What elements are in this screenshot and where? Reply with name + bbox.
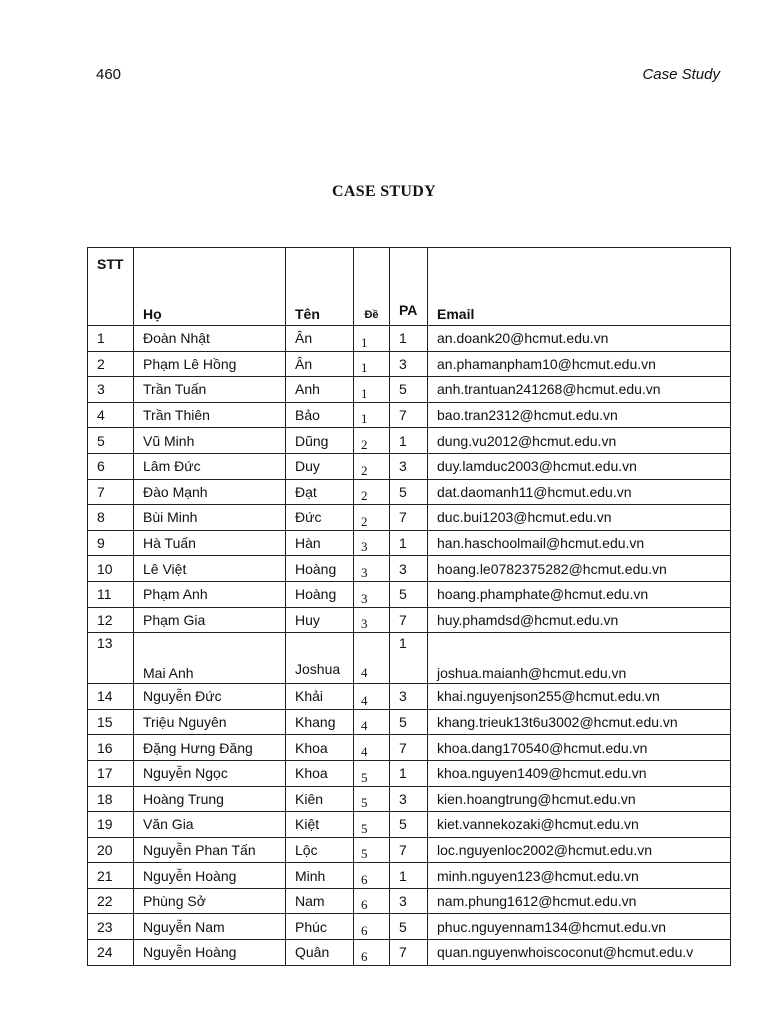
cell-ten: Phúc <box>286 914 354 940</box>
cell-ten: Ân <box>286 351 354 377</box>
page-number: 460 <box>96 66 122 83</box>
cell-ho: Đào Mạnh <box>134 479 286 505</box>
cell-ho: Hoàng Trung <box>134 786 286 812</box>
column-header-ten: Tên <box>286 248 354 326</box>
cell-pa: 5 <box>390 479 428 505</box>
cell-ho: Mai Anh <box>134 633 286 684</box>
cell-de: 1 <box>354 351 390 377</box>
column-header-de: Đề <box>354 248 390 326</box>
cell-email: dat.daomanh11@hcmut.edu.vn <box>428 479 731 505</box>
cell-email: bao.tran2312@hcmut.edu.vn <box>428 402 731 428</box>
table-row <box>88 786 731 812</box>
cell-ho: Phùng Sở <box>134 888 286 914</box>
table-row <box>88 837 731 863</box>
cell-de: 4 <box>354 735 390 761</box>
cell-stt: 5 <box>88 428 134 454</box>
cell-de: 6 <box>354 863 390 889</box>
cell-pa: 5 <box>390 709 428 735</box>
table-body <box>88 326 731 966</box>
cell-ten: Dũng <box>286 428 354 454</box>
cell-de: 4 <box>354 684 390 710</box>
cell-stt: 18 <box>88 786 134 812</box>
cell-ho: Triệu Nguyên <box>134 709 286 735</box>
cell-email: dung.vu2012@hcmut.edu.vn <box>428 428 731 454</box>
cell-pa: 5 <box>390 581 428 607</box>
cell-de: 6 <box>354 888 390 914</box>
table-row <box>88 556 731 582</box>
cell-de: 1 <box>354 326 390 352</box>
cell-de: 4 <box>354 633 390 684</box>
cell-pa: 3 <box>390 351 428 377</box>
cell-email: joshua.maianh@hcmut.edu.vn <box>428 633 731 684</box>
cell-ho: Đặng Hưng Đăng <box>134 735 286 761</box>
cell-stt: 13 <box>88 633 134 684</box>
cell-de: 3 <box>354 556 390 582</box>
cell-de: 2 <box>354 505 390 531</box>
cell-ho: Bùi Minh <box>134 505 286 531</box>
column-header-email: Email <box>428 248 731 326</box>
cell-ho: Nguyễn Ngọc <box>134 760 286 786</box>
cell-pa: 1 <box>390 760 428 786</box>
cell-stt: 2 <box>88 351 134 377</box>
cell-ten: Hoàng <box>286 581 354 607</box>
table-row <box>88 453 731 479</box>
cell-email: minh.nguyen123@hcmut.edu.vn <box>428 863 731 889</box>
cell-pa: 7 <box>390 735 428 761</box>
cell-ten: Anh <box>286 377 354 403</box>
cell-stt: 22 <box>88 888 134 914</box>
cell-ten: Huy <box>286 607 354 633</box>
cell-pa: 5 <box>390 914 428 940</box>
cell-ho: Phạm Anh <box>134 581 286 607</box>
table-row <box>88 735 731 761</box>
cell-email: hoang.le0782375282@hcmut.edu.vn <box>428 556 731 582</box>
cell-ten: Đức <box>286 505 354 531</box>
cell-pa: 1 <box>390 863 428 889</box>
cell-stt: 11 <box>88 581 134 607</box>
cell-pa: 3 <box>390 888 428 914</box>
cell-ten: Đạt <box>286 479 354 505</box>
cell-ten: Ân <box>286 326 354 352</box>
cell-ho: Nguyễn Nam <box>134 914 286 940</box>
cell-ho: Trần Thiên <box>134 402 286 428</box>
cell-email: an.phamanpham10@hcmut.edu.vn <box>428 351 731 377</box>
table-header-row <box>88 248 731 326</box>
table-row <box>88 760 731 786</box>
cell-stt: 6 <box>88 453 134 479</box>
cell-stt: 20 <box>88 837 134 863</box>
cell-de: 6 <box>354 914 390 940</box>
cell-ho: Nguyễn Đức <box>134 684 286 710</box>
table-row <box>88 402 731 428</box>
cell-stt: 15 <box>88 709 134 735</box>
cell-stt: 3 <box>88 377 134 403</box>
cell-de: 1 <box>354 377 390 403</box>
cell-ho: Vũ Minh <box>134 428 286 454</box>
cell-stt: 1 <box>88 326 134 352</box>
cell-ten: Hoàng <box>286 556 354 582</box>
cell-ten: Khải <box>286 684 354 710</box>
cell-ten: Minh <box>286 863 354 889</box>
cell-ho: Trần Tuấn <box>134 377 286 403</box>
table-row <box>88 607 731 633</box>
cell-de: 3 <box>354 607 390 633</box>
cell-pa: 1 <box>390 530 428 556</box>
cell-ho: Phạm Lê Hồng <box>134 351 286 377</box>
cell-ho: Nguyễn Hoàng <box>134 863 286 889</box>
cell-ten: Khang <box>286 709 354 735</box>
column-header-ho: Họ <box>134 248 286 326</box>
cell-ho: Văn Gia <box>134 812 286 838</box>
cell-ten: Quân <box>286 940 354 966</box>
cell-ten: Lộc <box>286 837 354 863</box>
cell-ho: Phạm Gia <box>134 607 286 633</box>
cell-ho: Lâm Đức <box>134 453 286 479</box>
cell-email: khoa.nguyen1409@hcmut.edu.vn <box>428 760 731 786</box>
cell-ten: Khoa <box>286 760 354 786</box>
cell-ten: Joshua <box>286 633 354 684</box>
cell-de: 4 <box>354 709 390 735</box>
cell-pa: 7 <box>390 607 428 633</box>
table-row <box>88 812 731 838</box>
cell-pa: 5 <box>390 812 428 838</box>
cell-ten: Bảo <box>286 402 354 428</box>
cell-de: 2 <box>354 453 390 479</box>
cell-de: 1 <box>354 402 390 428</box>
cell-stt: 24 <box>88 940 134 966</box>
table-row <box>88 914 731 940</box>
student-roster-table <box>87 247 731 966</box>
cell-pa: 3 <box>390 556 428 582</box>
table-row <box>88 581 731 607</box>
cell-stt: 16 <box>88 735 134 761</box>
cell-ten: Duy <box>286 453 354 479</box>
cell-stt: 19 <box>88 812 134 838</box>
cell-de: 5 <box>354 837 390 863</box>
cell-de: 2 <box>354 428 390 454</box>
cell-ten: Khoa <box>286 735 354 761</box>
cell-ten: Kiên <box>286 786 354 812</box>
cell-pa: 7 <box>390 940 428 966</box>
cell-ho: Đoàn Nhật <box>134 326 286 352</box>
cell-email: kiet.vannekozaki@hcmut.edu.vn <box>428 812 731 838</box>
table-row <box>88 709 731 735</box>
cell-stt: 23 <box>88 914 134 940</box>
cell-de: 5 <box>354 786 390 812</box>
cell-ho: Nguyễn Phan Tấn <box>134 837 286 863</box>
cell-pa: 1 <box>390 633 428 684</box>
document-title: CASE STUDY <box>332 183 436 200</box>
table-row <box>88 633 731 684</box>
running-head: Case Study <box>642 66 720 83</box>
cell-stt: 17 <box>88 760 134 786</box>
cell-de: 3 <box>354 581 390 607</box>
table-row <box>88 530 731 556</box>
table-row <box>88 479 731 505</box>
cell-email: khoa.dang170540@hcmut.edu.vn <box>428 735 731 761</box>
cell-stt: 21 <box>88 863 134 889</box>
table-row <box>88 428 731 454</box>
cell-email: khang.trieuk13t6u3002@hcmut.edu.vn <box>428 709 731 735</box>
cell-pa: 5 <box>390 377 428 403</box>
cell-email: loc.nguyenloc2002@hcmut.edu.vn <box>428 837 731 863</box>
cell-stt: 10 <box>88 556 134 582</box>
table-row <box>88 684 731 710</box>
cell-email: phuc.nguyennam134@hcmut.edu.vn <box>428 914 731 940</box>
cell-pa: 3 <box>390 684 428 710</box>
table-row <box>88 940 731 966</box>
cell-email: anh.trantuan241268@hcmut.edu.vn <box>428 377 731 403</box>
cell-email: an.doank20@hcmut.edu.vn <box>428 326 731 352</box>
cell-pa: 7 <box>390 402 428 428</box>
table-row <box>88 351 731 377</box>
cell-de: 2 <box>354 479 390 505</box>
cell-pa: 1 <box>390 326 428 352</box>
cell-email: duc.bui1203@hcmut.edu.vn <box>428 505 731 531</box>
table-row <box>88 863 731 889</box>
cell-stt: 14 <box>88 684 134 710</box>
cell-de: 5 <box>354 812 390 838</box>
table-row <box>88 888 731 914</box>
column-header-stt: STT <box>88 248 134 326</box>
cell-ten: Kiệt <box>286 812 354 838</box>
cell-stt: 9 <box>88 530 134 556</box>
table-row <box>88 505 731 531</box>
cell-ten: Nam <box>286 888 354 914</box>
table-row <box>88 326 731 352</box>
cell-email: quan.nguyenwhoiscoconut@hcmut.edu.v <box>428 940 731 966</box>
cell-email: hoang.phamphate@hcmut.edu.vn <box>428 581 731 607</box>
cell-email: han.haschoolmail@hcmut.edu.vn <box>428 530 731 556</box>
cell-ten: Hàn <box>286 530 354 556</box>
cell-de: 6 <box>354 940 390 966</box>
cell-pa: 3 <box>390 786 428 812</box>
cell-ho: Nguyễn Hoàng <box>134 940 286 966</box>
cell-stt: 7 <box>88 479 134 505</box>
cell-email: nam.phung1612@hcmut.edu.vn <box>428 888 731 914</box>
cell-stt: 8 <box>88 505 134 531</box>
cell-pa: 7 <box>390 505 428 531</box>
cell-email: duy.lamduc2003@hcmut.edu.vn <box>428 453 731 479</box>
cell-ho: Hà Tuấn <box>134 530 286 556</box>
cell-de: 3 <box>354 530 390 556</box>
cell-pa: 3 <box>390 453 428 479</box>
cell-stt: 12 <box>88 607 134 633</box>
cell-stt: 4 <box>88 402 134 428</box>
column-header-pa: PA <box>390 248 428 326</box>
cell-email: kien.hoangtrung@hcmut.edu.vn <box>428 786 731 812</box>
cell-ho: Lê Việt <box>134 556 286 582</box>
cell-de: 5 <box>354 760 390 786</box>
cell-email: huy.phamdsd@hcmut.edu.vn <box>428 607 731 633</box>
cell-pa: 1 <box>390 428 428 454</box>
table-row <box>88 377 731 403</box>
cell-email: khai.nguyenjson255@hcmut.edu.vn <box>428 684 731 710</box>
cell-pa: 7 <box>390 837 428 863</box>
